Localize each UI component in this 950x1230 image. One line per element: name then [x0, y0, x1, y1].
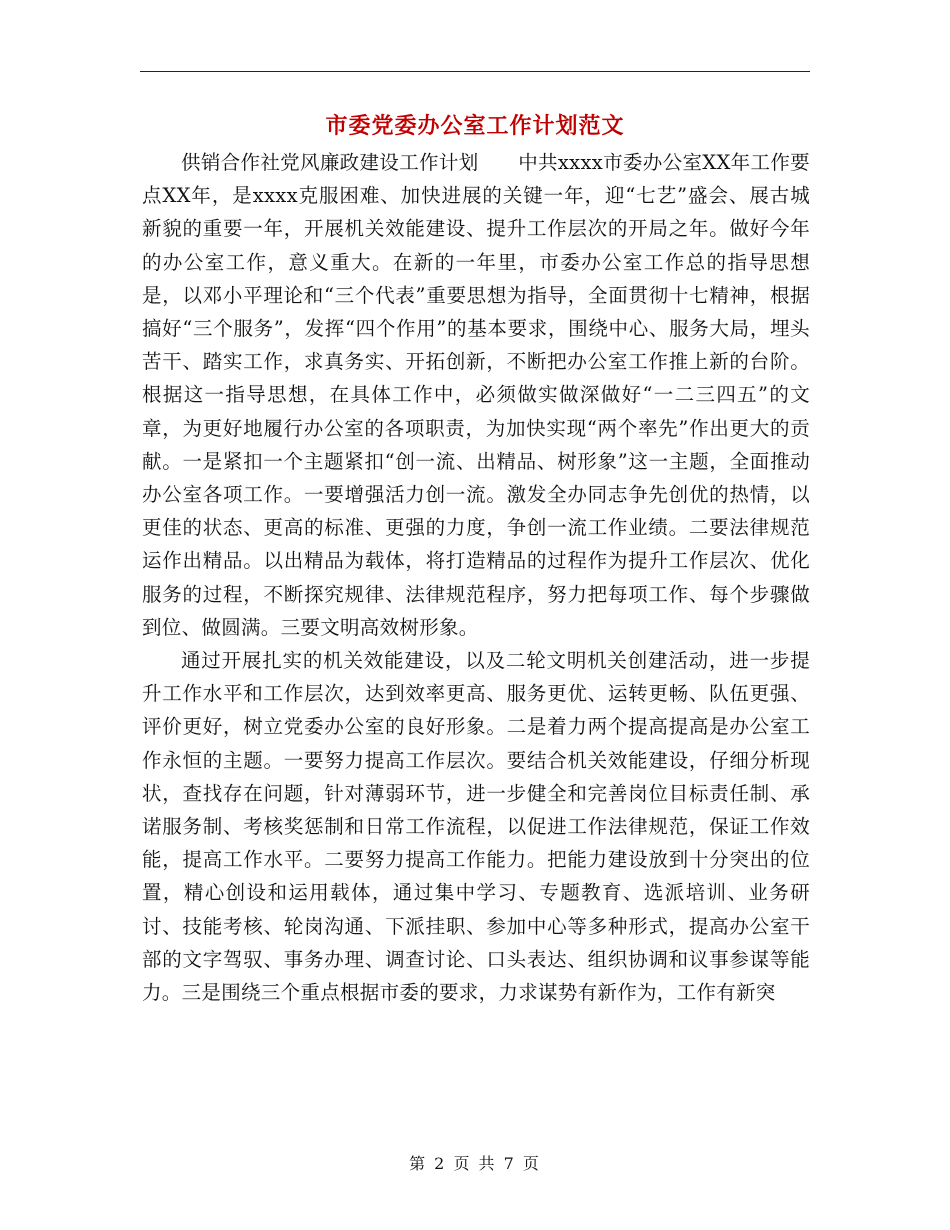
paragraph-1: 供销合作社党风廉政建设工作计划 中共xxxx市委办公室XX年工作要点XX年，是xxxx克服困难、加快进展的关键一年，迎“七艺”盛会、展古城新貌的重要一年，开展机关效能建设、提升工作层次的开局之年。做好今年的办公室工作，意义重大。在新的一年里，市委办公室工作总的指导思想是，以邓小平理论和“三个代表”重要思想为指导，全面贯彻十七精神，根据搞好“三个服务”，发挥“四个作用”的基本要求，围绕中心、服务大局，埋头苦干、踏实工作，求真务实、开拓创新，不断把办公室工作推上新的台阶。根据这一指导思想，在具体工作中，必须做实做深做好“一二三四五”的文章，为更好地履行办公室的各项职责，为加快实现“两个率先”作出更大的贡献。一是紧扣一个主题紧扣“创一流、出精品、树形象”这一主题，全面推动办公室各项工作。一要增强活力创一流。激发全办同志争先创优的热情，以更佳的状态、更高的标准、更强的力度，争创一流工作业绩。二要法律规范运作出精品。以出精品为载体，将打造精品的过程作为提升工作层次、优化服务的过程，不断探究规律、法律规范程序，努力把每项工作、每个步骤做到位、做圆满。三要文明高效树形象。 — [142, 151, 810, 639]
paragraph-2: 通过开展扎实的机关效能建设，以及二轮文明机关创建活动，进一步提升工作水平和工作层次，达到效率更高、服务更优、运转更畅、队伍更强、评价更好，树立党委办公室的良好形象。二是着力两个提高提高是办公室工作永恒的主题。一要努力提高工作层次。要结合机关效能建设，仔细分析现状，查找存在问题，针对薄弱环节，进一步健全和完善岗位目标责任制、承诺服务制、考核奖惩制和日常工作流程，以促进工作法律规范，保证工作效能，提高工作水平。二要努力提高工作能力。把能力建设放到十分突出的位置，精心创设和运用载体，通过集中学习、专题教育、选派培训、业务研讨、技能考核、轮岗沟通、下派挂职、参加中心等多种形式，提高办公室干部的文字驾驭、事务办理、调查讨论、口头表达、组织协调和议事参谋等能力。三是围绕三个重点根据市委的要求，力求谋势有新作为，工作有新突 — [142, 649, 810, 1005]
header-rule — [140, 71, 810, 72]
document-title: 市委党委办公室工作计划范文 — [325, 113, 625, 139]
page-footer: 第 2 页 共 7 页 — [409, 1154, 541, 1173]
document-body — [142, 146, 810, 1009]
